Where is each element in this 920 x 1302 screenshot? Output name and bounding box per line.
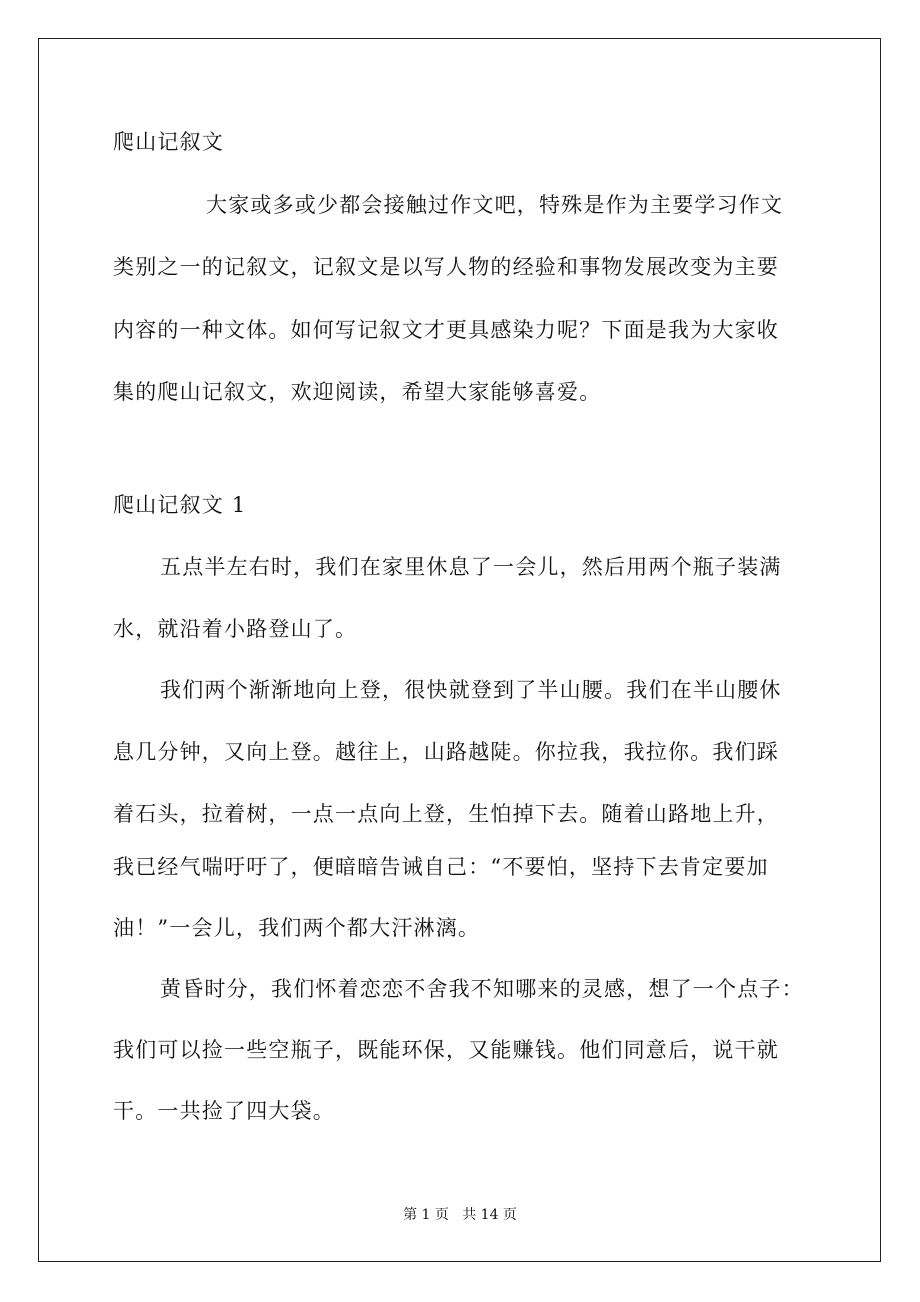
intro-line: 大家或多或少都会接触过作文吧，特殊是作为主要学习作文 — [206, 193, 784, 217]
paragraph-line: 油！”一会儿，我们两个都大汗淋漓。 — [113, 916, 481, 940]
paragraph-line: 我们可以捡一些空瓶子，既能环保，又能赚钱。他们同意后，说干就 — [113, 1038, 779, 1062]
paragraph-line: 我已经气喘吁吁了，便暗暗告诫自己：“不要怕，坚持下去肯定要加 — [113, 855, 769, 879]
document-title: 爬山记叙文 — [113, 130, 224, 154]
paragraph-line: 黄昏时分，我们怀着恋恋不舍我不知哪来的灵感，想了一个点子： — [160, 977, 804, 1001]
page-number: 第 1 页 共 14 页 — [403, 1207, 517, 1223]
intro-line: 内容的一种文体。如何写记叙文才更具感染力呢？下面是我为大家收 — [113, 318, 779, 342]
paragraph-line: 息几分钟，又向上登。越往上，山路越陡。你拉我，我拉你。我们踩 — [113, 740, 779, 764]
paragraph-line: 五点半左右时，我们在家里休息了一会儿，然后用两个瓶子装满 — [160, 555, 782, 579]
paragraph-line: 着石头，拉着树，一点一点向上登，生怕掉下去。随着山路地上升， — [113, 802, 779, 826]
paragraph-line: 我们两个渐渐地向上登，很快就登到了半山腰。我们在半山腰休 — [160, 678, 782, 702]
paragraph-line: 水，就沿着小路登山了。 — [113, 617, 358, 641]
paragraph-line: 干。一共捡了四大袋。 — [113, 1099, 335, 1123]
section-title: 爬山记叙文 1 — [113, 493, 247, 517]
page-frame — [38, 38, 881, 1262]
intro-line: 集的爬山记叙文，欢迎阅读，希望大家能够喜爱。 — [113, 380, 602, 404]
intro-line: 类别之一的记叙文，记叙文是以写人物的经验和事物发展改变为主要 — [113, 255, 779, 279]
